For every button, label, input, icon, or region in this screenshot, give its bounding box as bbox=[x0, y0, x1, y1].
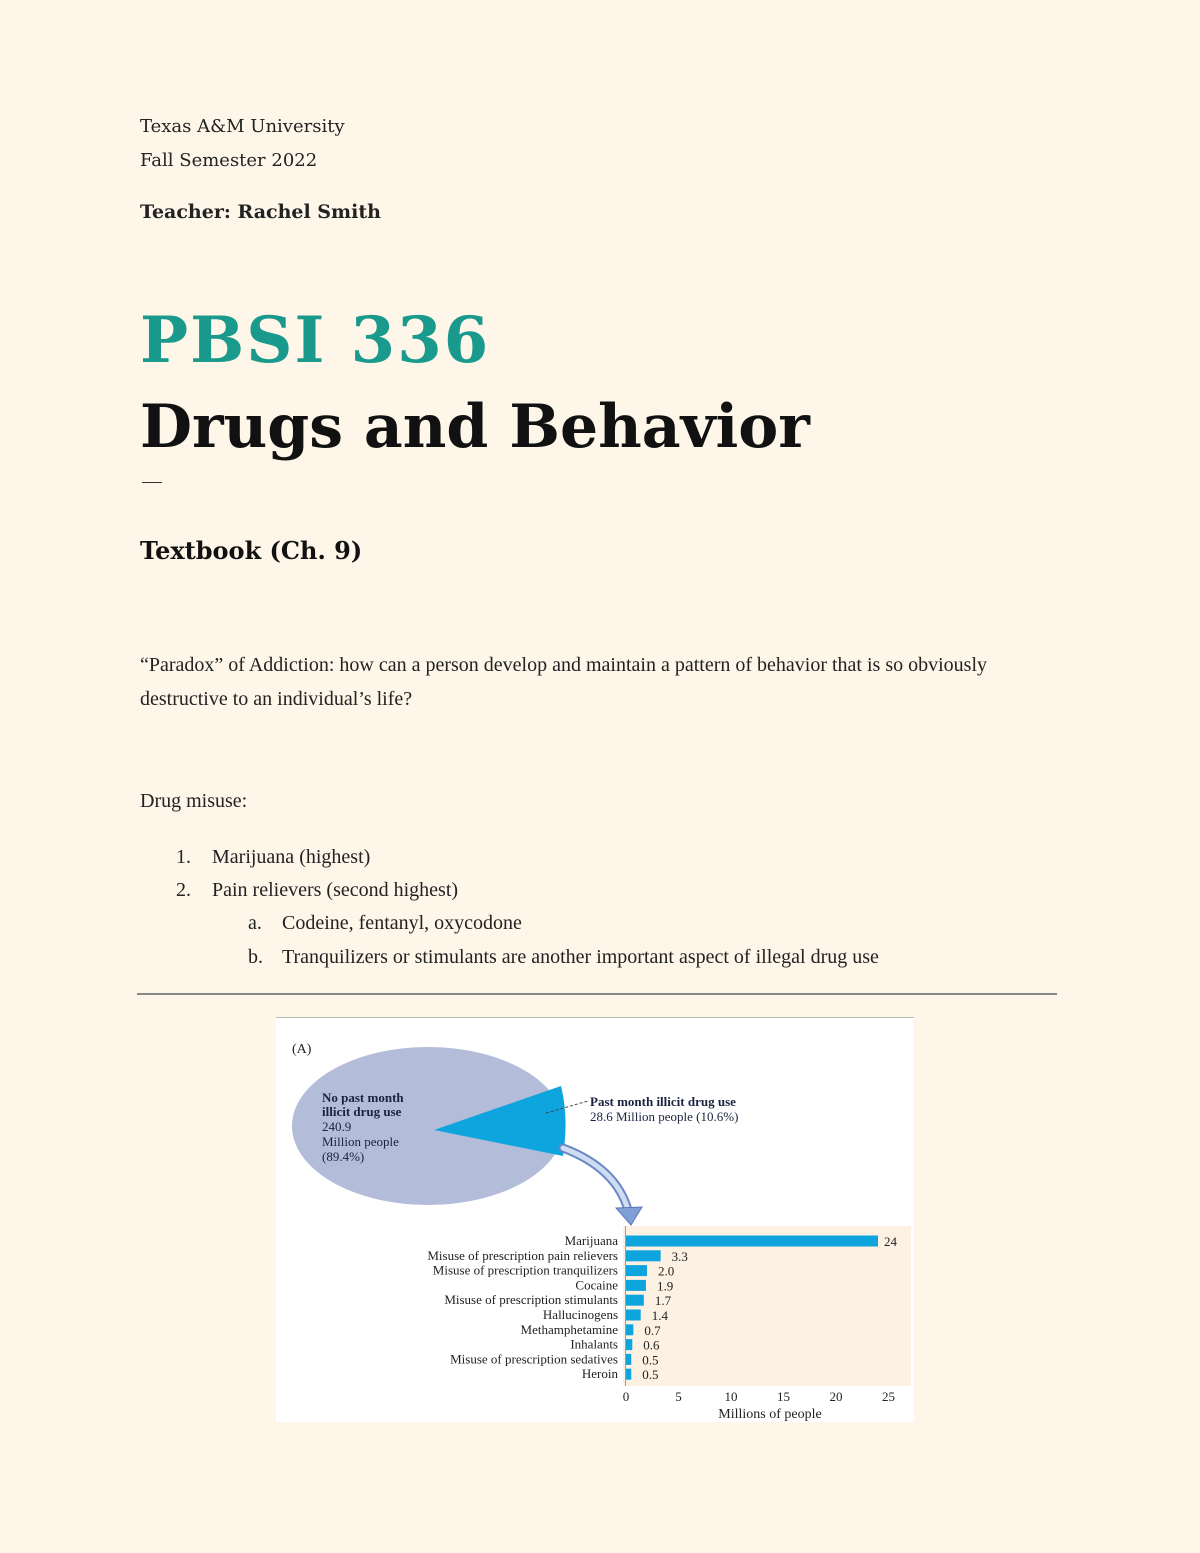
figure-canvas bbox=[276, 1018, 914, 1422]
category-label: Cocaine bbox=[575, 1277, 618, 1293]
drug-use-figure bbox=[276, 1017, 914, 1422]
arrow-down-icon bbox=[616, 1207, 642, 1225]
value-label: 0.5 bbox=[642, 1352, 659, 1368]
x-tick-label: 0 bbox=[622, 1389, 630, 1404]
category-label: Misuse of prescription pain relievers bbox=[427, 1247, 618, 1263]
value-label: 1.9 bbox=[656, 1278, 674, 1294]
section-heading: Textbook (Ch. 9) bbox=[140, 536, 363, 565]
horizontal-rule bbox=[137, 993, 1057, 995]
list-item-text: Pain relievers (second highest) bbox=[212, 879, 459, 901]
pie-use-value: 28.6 Million people (10.6%) bbox=[590, 1109, 739, 1124]
bar bbox=[626, 1265, 647, 1276]
bar bbox=[626, 1236, 878, 1247]
value-label: 2.0 bbox=[658, 1263, 675, 1279]
sublist-item bbox=[248, 912, 1048, 938]
bar bbox=[626, 1354, 631, 1365]
x-tick-label: 5 bbox=[675, 1389, 682, 1404]
list-item-text: Marijuana (highest) bbox=[212, 846, 371, 868]
paradox-paragraph: “Paradox” of Addiction: how can a person develop and maintain a pattern of behavior that is so obviously destructive to an individual’s life? bbox=[140, 654, 988, 710]
list-item bbox=[176, 879, 776, 905]
category-label: Misuse of prescription tranquilizers bbox=[432, 1262, 618, 1278]
list-marker: b. bbox=[248, 946, 263, 968]
list-marker: 1. bbox=[176, 846, 191, 868]
x-tick-label: 10 bbox=[724, 1389, 738, 1404]
list-item-text: Codeine, fentanyl, oxycodone bbox=[282, 912, 522, 934]
course-title: Drugs and Behavior bbox=[140, 392, 810, 462]
pie-no-use-label: illicit drug use bbox=[322, 1104, 402, 1119]
panel-label: (A) bbox=[292, 1042, 312, 1057]
category-label: Misuse of prescription stimulants bbox=[444, 1292, 618, 1308]
x-axis-title: Millions of people bbox=[718, 1407, 822, 1422]
value-label: 0.6 bbox=[643, 1337, 660, 1353]
drug-misuse-label: Drug misuse: bbox=[140, 790, 248, 812]
title-separator bbox=[142, 482, 162, 483]
x-tick-label: 25 bbox=[882, 1389, 895, 1404]
arrow-shaft-highlight bbox=[563, 1148, 628, 1210]
pie-no-use-percent: (89.4%) bbox=[322, 1149, 365, 1164]
sublist-item bbox=[248, 946, 1048, 972]
x-tick-label: 20 bbox=[829, 1389, 843, 1404]
teacher-name: Teacher: Rachel Smith bbox=[140, 201, 381, 223]
list-marker: 2. bbox=[176, 879, 191, 901]
value-label: 3.3 bbox=[671, 1248, 688, 1264]
bar bbox=[626, 1324, 633, 1335]
category-label: Hallucinogens bbox=[542, 1307, 618, 1322]
category-label: Methamphetamine bbox=[520, 1321, 618, 1337]
category-label: Marijuana bbox=[564, 1233, 618, 1248]
list-item bbox=[176, 846, 776, 872]
bar bbox=[626, 1295, 644, 1306]
x-tick-labels bbox=[623, 1389, 895, 1404]
pie-no-use-value: 240.9 bbox=[322, 1119, 352, 1134]
category-label: Heroin bbox=[581, 1366, 618, 1382]
list-item-text: Tranquilizers or stimulants are another important aspect of illegal drug use bbox=[282, 946, 879, 968]
x-tick-label: 15 bbox=[777, 1389, 790, 1404]
category-label: Inhalants bbox=[570, 1336, 618, 1352]
bar bbox=[626, 1280, 646, 1291]
category-labels bbox=[427, 1233, 618, 1381]
bar bbox=[626, 1250, 661, 1261]
bar bbox=[626, 1339, 632, 1350]
value-label: 0.5 bbox=[642, 1367, 659, 1383]
pie-no-use-label: No past month bbox=[322, 1090, 404, 1105]
bar bbox=[626, 1310, 641, 1321]
course-code: PBSI 336 bbox=[140, 303, 491, 378]
value-label: 1.7 bbox=[654, 1293, 672, 1309]
semester-label: Fall Semester 2022 bbox=[140, 150, 318, 171]
pie-use-label: Past month illicit drug use bbox=[590, 1094, 736, 1109]
institution-name: Texas A&M University bbox=[140, 116, 345, 137]
list-marker: a. bbox=[248, 912, 262, 934]
category-label: Misuse of prescription sedatives bbox=[450, 1351, 618, 1367]
value-label: 0.7 bbox=[644, 1322, 661, 1338]
pie-no-use-value: Million people bbox=[322, 1134, 399, 1149]
arrow-shaft bbox=[563, 1148, 628, 1210]
bar bbox=[626, 1369, 631, 1380]
value-label: 24 bbox=[884, 1234, 897, 1249]
value-label: 1.4 bbox=[651, 1308, 668, 1323]
